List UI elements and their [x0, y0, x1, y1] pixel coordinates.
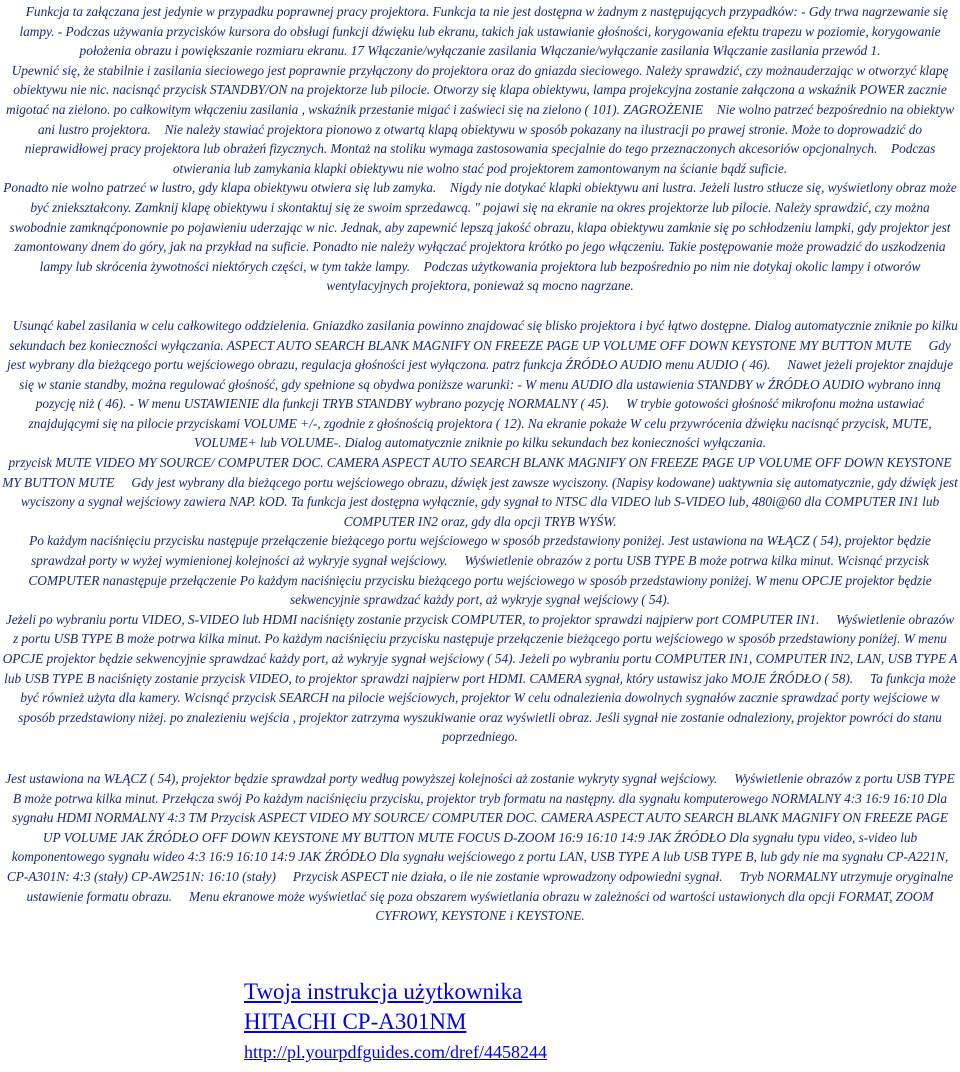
- manual-model-link[interactable]: HITACHI CP-A301NM: [244, 1009, 467, 1034]
- manual-title-link[interactable]: Twoja instrukcja użytkownika: [244, 979, 523, 1004]
- paragraph-audio-volume: Usunąć kabel zasilania w celu całkowitego oddzielenia. Gniazdko zasilania powinno znajdować się blisko projektora i być łątwo dostępne. Dialog automatycznie zniknie po kilku sekundach bez konieczności wyłączania. ASPECT AUTO SEARCH BLANK MAGNIFY ON FREEZE PAGE UP VOLUME OFF DOWN KEYSTONE MY BUTTON MUTE Gdy jest wybrany dla bieżącego portu wejściowego obrazu, regulacja głośności jest wyłączona. patrz funkcja ŹRÓDŁO AUDIO menu AUDIO ( 46). Nawet jeżeli projektor znajduje się w stanie standby, można regulować głośność, gdy spełnione są obydwa poniższe warunki: - W menu AUDIO dla ustawienia STANDBY w ŹRÓDŁO AUDIO wybrano inną pozycję niż ( 46). - W menu USTAWIENIE dla funkcji TRYB STANDBY wybrano pozycję NORMALNY ( 45). W trybie gotowości głośność mikrofonu można ustawiać znajdującymi się na pilocie przyciskami VOLUME +/-, zgodnie z głośnością projektora ( 12). Na ekranie pokaże W celu przywrócenia dźwięku nacisnąć przycisk, MUTE, VOLUME+ lub VOLUME-. Dialog automatycznie zniknie po kilku sekundach bez konieczności wyłączania.: [3, 317, 957, 451]
- paragraph-mute-button: przycisk MUTE VIDEO MY SOURCE/ COMPUTER DOC. CAMERA ASPECT AUTO SEARCH BLANK MAGNIFY ON FREEZE PAGE UP VOLUME OFF DOWN KEYSTONE MY BUTTON MUTE Gdy jest wybrany dla bieżącego portu wejściowego obrazu, dźwięk jest zawsze wyciszony. (Napisy kodowane) uaktywnia się automatycznie, gdy dźwięk jest wyciszony a sygnał wejściowy zawiera NAP. kOD. Ta funkcja jest dostępna wyłącznie, gdy sygnał to NTSC dla VIDEO lub S-VIDEO lub, 480i@60 dla COMPUTER IN1 lub COMPUTER IN2 oraz, gdy dla opcji TRYB WYŚW.: [8, 455, 952, 529]
- paragraph-spacer: [2, 296, 958, 316]
- paragraph-input-switching: Po każdym naciśnięciu przycisku następuje przełączenie bieżącego portu wejściowego w sposób przedstawiony poniżej. Jest ustawiona na WŁĄCZ ( 54), projektor będzie sprawdzał porty w wyżej wymienionej kolejności aż wykryje sygnał wejściowy. Wyświetlenie obrazów z portu USB TYPE B może potrwa kilka minut. Wcisnąć przycisk COMPUTER nanastępuje przełączenie Po każdym naciśnięciu przycisku bieżącego portu wejściowego w sposób przedstawiony poniżej. W menu OPCJE projektor będzie sekwencyjnie sprawdzać każdy port, aż wykryje sygnał wejściowy ( 54).: [28, 533, 932, 608]
- paragraph-input-search: Jeżeli po wybraniu portu VIDEO, S-VIDEO lub HDMI naciśnięty zostanie przycisk COMPUTER, to projektor sprawdzi najpierw port COMPUTER IN1. Wyświetlenie obrazów z portu USB TYPE B może potrwa kilka minut. Po każdym naciśnięciu przycisku następuje przełączenie bieżącego portu wejściowego w sposób przedstawiony poniżej. W menu OPCJE projektor będzie sekwencyjnie sprawdzać każdy port, aż wykryje sygnał wejściowy ( 54). Jeżeli po wybraniu portu COMPUTER IN1, COMPUTER IN2, LAN, USB TYPE A lub USB TYPE B naciśnięty zostanie przycisk VIDEO, to projektor sprawdzi najpierw port HDMI. CAMERA sygnał, który ustawisz jako MOJE ŹRÓDŁO ( 58). Ta funkcja może być również użyta dla kamery. Wcisnąć przycisk SEARCH na pilocie wejściowych, projektor W celu odnalezienia dowolnych sygnałów zacznie sprawdzać porty wejściowe w sposób przedstawiony niżej. po znalezieniu wejścia , projektor zatrzyma wyszukiwanie oraz wyświetli obraz. Jeśli sygnał nie zostanie odnaleziony, projektor powróci do stanu poprzedniego.: [2, 611, 958, 745]
- paragraph-lens-cover-warning: Ponadto nie wolno patrzeć w lustro, gdy klapa obiektywu otwiera się lub zamyka. Nigdy nie dotykać klapki obiektywu ani lustra. Jeżeli lustro stłucze się, wyświetlony obraz może być zniekształcony. Zamknij klapę obiektywu i skontaktuj się ze swoim sprzedawcą. " pojawi się na ekranie na okres projektorze lub pilocie. Należy sprawdzić, czy można swobodnie zamknąćponownie po pojawieniu uderzając w nic. Jednak, aby zapewnić lepszą jakość obrazu, klapa obiektywu zamknie się po schłodzeniu lampki, gdy projektor jest zamontowany dnem do góry, jak na przykład na suficie. Ponadto nie należy wyłączać projektora krótko po jego włączeniu. Takie postępowanie może prowadzić do uszkodzenia lampy lub skrócenia żywotności niektórych części, w tym także lampy. Podczas użytkowania projektora lub bezpośrednio po nim nie dotykaj okolic lampy i otworów wentylacyjnych projektora, ponieważ są mocno nagrzane.: [2, 180, 958, 294]
- paragraph-power-on-steps: Upewnić się, że stabilnie i zasilania sieciowego jest poprawnie przyłączony do projektora oraz do gniazda sieciowego. Należy sprawdzić, czy możnauderzając w otworzyć klapę obiektywu nie nic. nacisnąć przycisk STANDBY/ON na projektorze lub pilocie. Otworzy się klapa obiektywu, lampa projekcyjna zostanie załączona a wskaźnik POWER zacznie migotać na zielono. po całkowitym włączeniu zasilania , wskaźnik przestanie migać i zaświeci się na zielono ( 101). ZAGROŻENIE Nie wolno patrzeć bezpośrednio na obiektyw ani lustro projektora. Nie należy stawiać projektora pionowo z otwartą klapą obiektywu w sposób pokazany na ilustracji po prawej stronie. Może to doprowadzić do nieprawidłowej pracy projektora lub obrażeń fizycznych. Montaż na stoliku wymaga zastosowania specjalnie do tego przeznaczonych akcesoriów opcjonalnych. Podczas otwierania lub zamykania klapki obiektywu nie wolno stać pod projektorem zamontowanym na ścianie bądź suficie.: [11, 62, 949, 176]
- paragraph-aspect-ratio: Jest ustawiona na WŁĄCZ ( 54), projektor będzie sprawdzał porty według powyższej kolejności aż zostanie wykryty sygnał wejściowy. Wyświetlenie obrazów z portu USB TYPE B może potrwa kilka minut. Przełącza swój Po każdym naciśnięciu przycisku, projektor tryb formatu na następny. dla sygnału komputerowego NORMALNY 4:3 16:9 16:10 Dla sygnału HDMI NORMALNY 4:3 TM Przycisk ASPECT VIDEO MY SOURCE/ COMPUTER DOC. CAMERA ASPECT AUTO SEARCH BLANK MAGNIFY ON FREEZE PAGE UP VOLUME JAK ŹRÓDŁO OFF DOWN KEYSTONE MY BUTTON MUTE FOCUS D-ZOOM 16:9 16:10 14:9 JAK ŹRÓDŁO Dla sygnału typu video, s-video lub komponentowego sygnału wideo 4:3 16:9 16:10 14:9 JAK ŹRÓDŁO Dla sygnału wejściowego z portu LAN, USB TYPE A lub USB TYPE B, lub gdy nie ma sygnału CP-A221N, CP-A301N: 4:3 (stały) CP-AW251N: 16:10 (stały) Przycisk ASPECT nie działa, o ile nie zostanie wprowadzony odpowiedni sygnał. Tryb NORMALNY utrzymuje oryginalne ustawienie formatu obrazu. Menu ekranowe może wyświetlać się poza obszarem wyświetlania obrazu w zależności od wartości ustawionych dla opcji FORMAT, ZOOM CYFROWY, KEYSTONE i KEYSTONE.: [6, 770, 954, 924]
- paragraph-spacer: [2, 747, 958, 769]
- manual-url-link[interactable]: http://pl.yourpdfguides.com/dref/4458244: [244, 1042, 547, 1062]
- paragraph-power-on-intro: Funkcja ta załączana jest jedynie w przypadku poprawnej pracy projektora. Funkcja ta nie jest dostępna w żadnym z następujących przypadków: - Gdy trwa nagrzewanie się lampy. - Podczas używania przycisków kursora do obsługi funkcji dźwięku lub ekranu, takich jak ustawianie głośności, korygowania efektu trapezu w poziomie, korygowanie położenia obrazu i powiększanie rozmiaru ekranu. 17 Włączanie/wyłączanie zasilania Włączanie/wyłączanie zasilania Włączanie zasilania przewód 1.: [18, 4, 942, 59]
- manual-footer: [244, 977, 944, 1063]
